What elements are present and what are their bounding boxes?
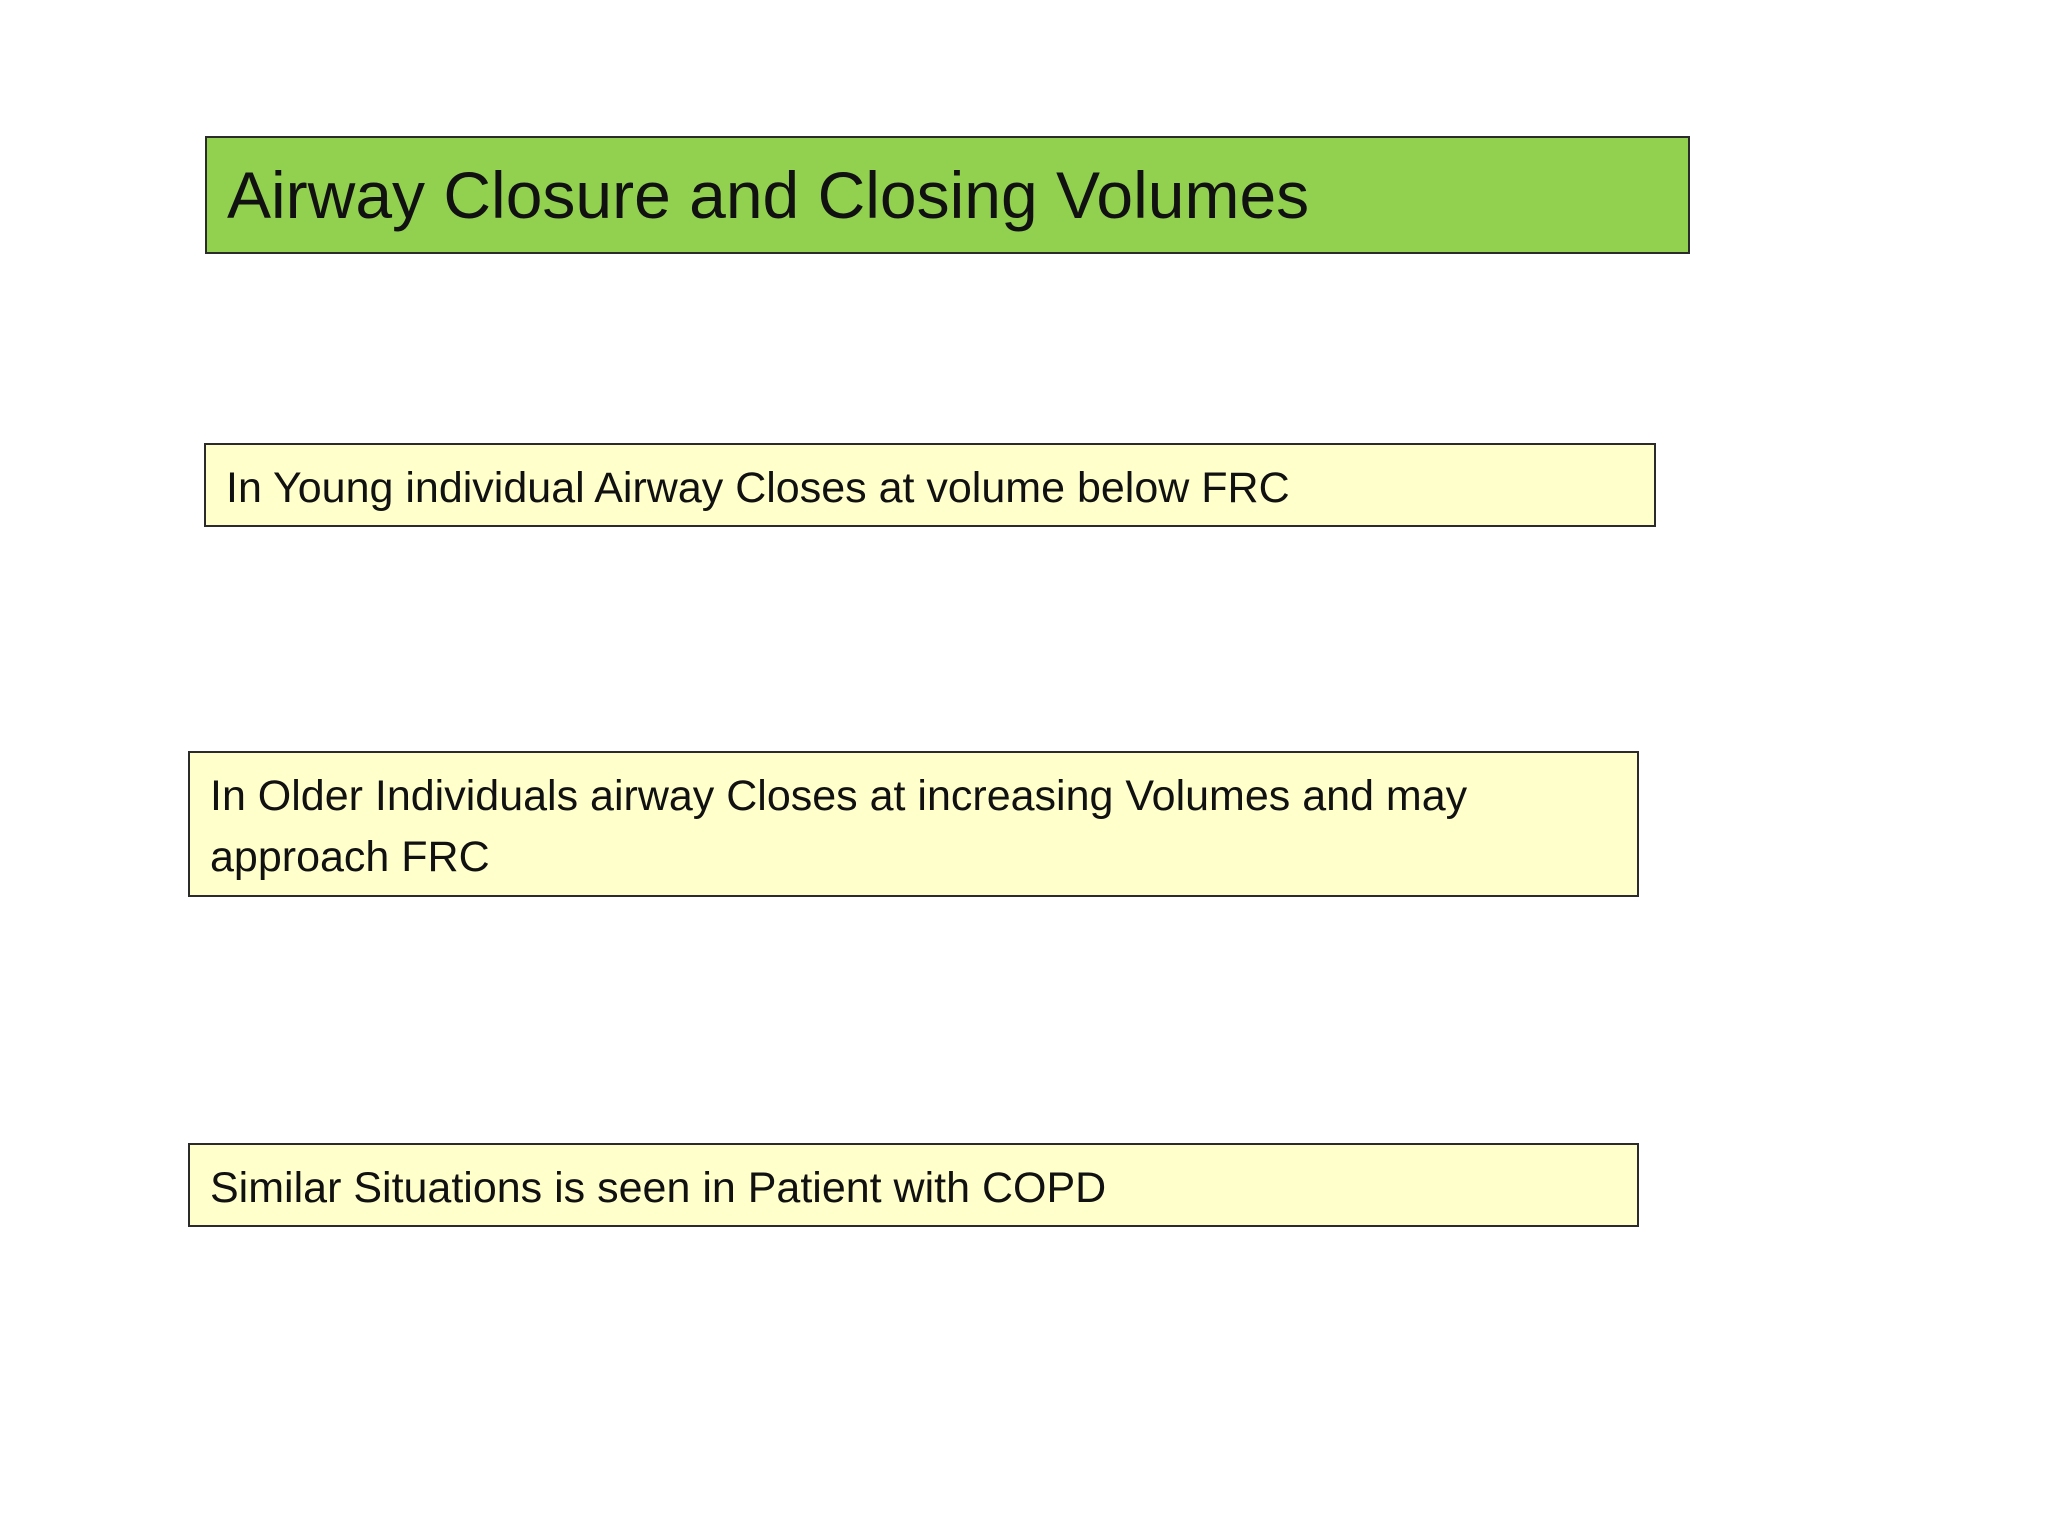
note-box-older bbox=[188, 751, 1639, 897]
note-text: Similar Situations is seen in Patient with COPD bbox=[210, 1164, 1107, 1212]
slide-title: Airway Closure and Closing Volumes bbox=[227, 158, 1310, 232]
note-box-copd bbox=[188, 1143, 1639, 1227]
note-text: In Young individual Airway Closes at volume below FRC bbox=[226, 464, 1290, 512]
note-text: In Older Individuals airway Closes at increasing Volumes and may approach FRC bbox=[210, 772, 1468, 882]
slide-title-box bbox=[205, 136, 1690, 254]
note-box-young bbox=[204, 443, 1656, 527]
